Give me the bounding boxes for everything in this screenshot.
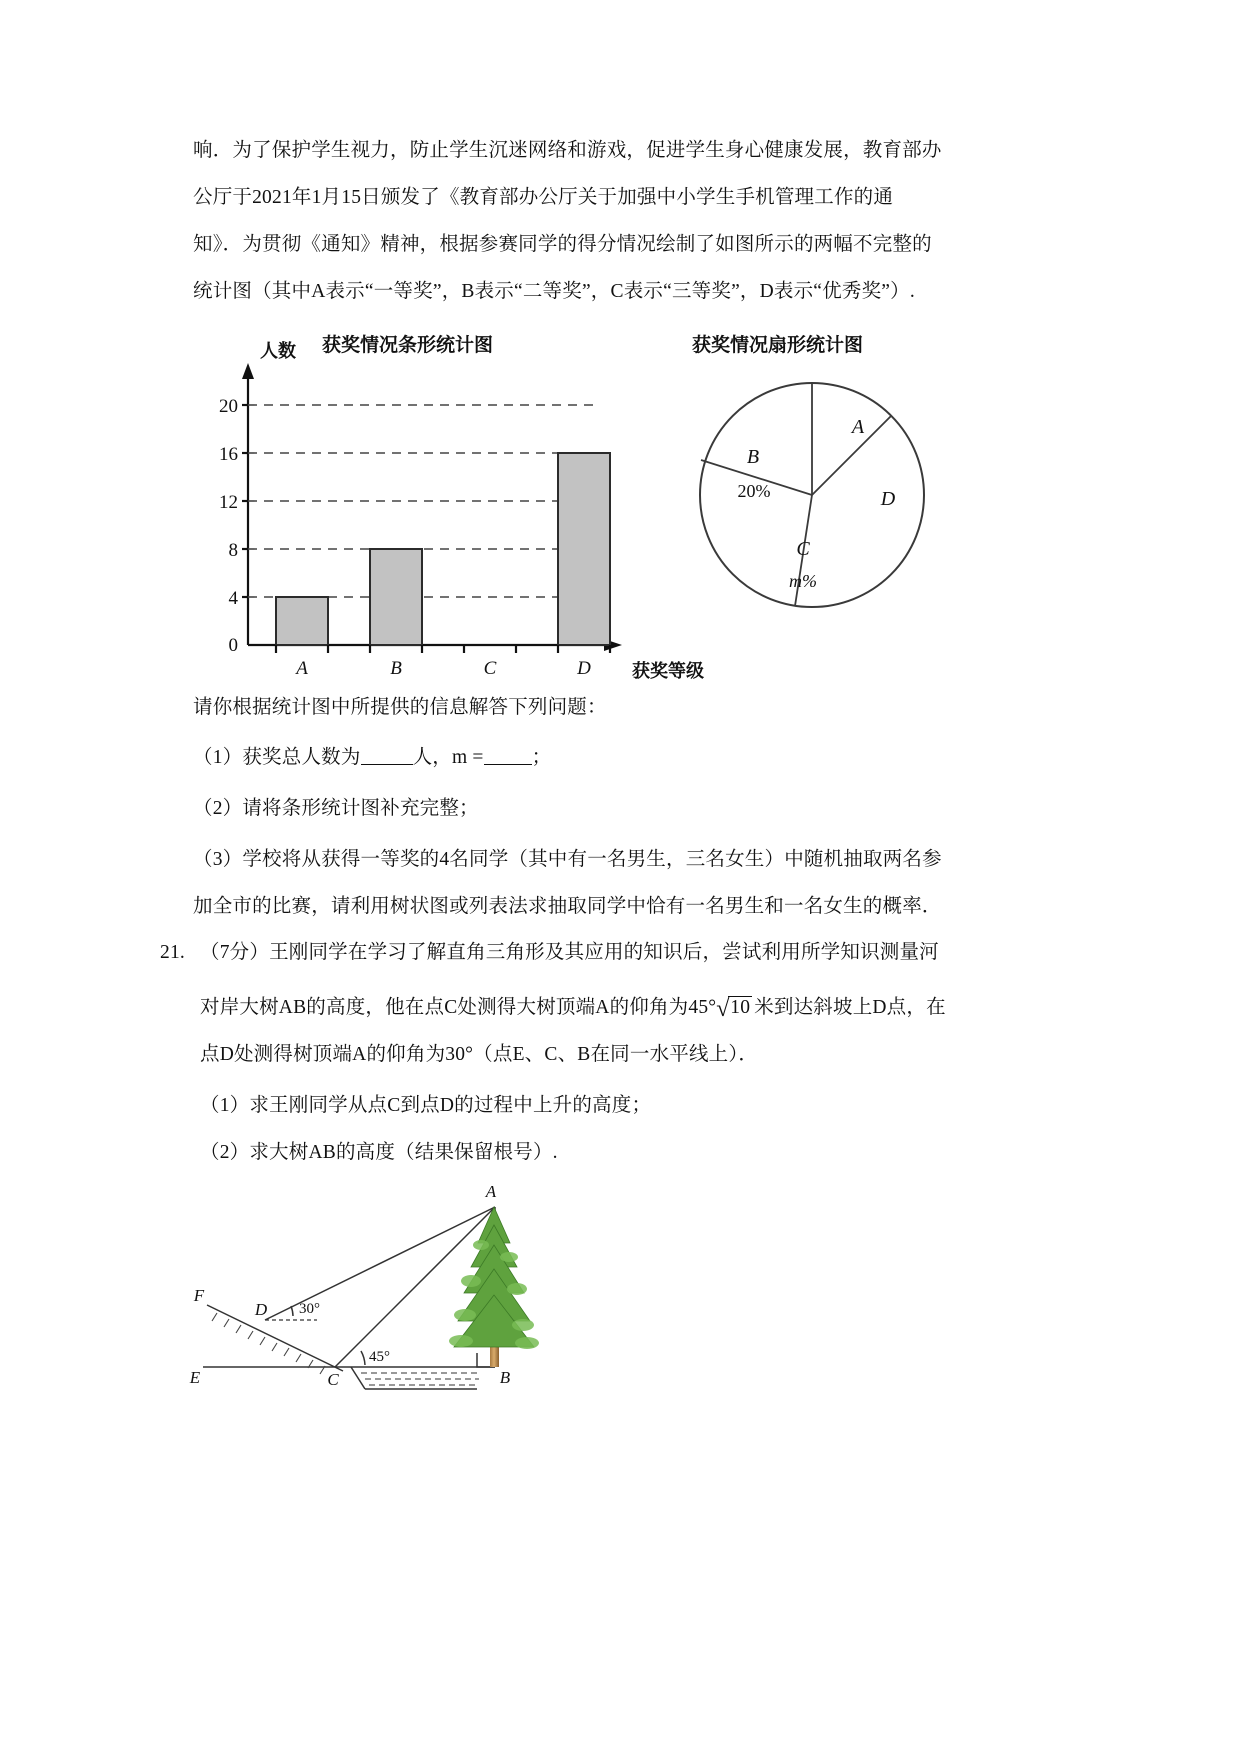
- body-line-2: 公厅于2021年1月15日颁发了《教育部办公厅关于加强中小学生手机管理工作的通: [193, 187, 894, 208]
- water-hatching: [351, 1367, 481, 1389]
- problem-21-sub-2: （2）求大树AB的高度（结果保留根号）.: [200, 1142, 558, 1163]
- problem-21-line2: [200, 995, 946, 1021]
- radicand: 10: [730, 997, 751, 1018]
- ytick-12: 12: [219, 492, 238, 513]
- problem-21-head: [200, 940, 939, 966]
- x-axis-label: 获奖等级: [632, 661, 704, 681]
- p21-l2b: 米到达斜坡上D点，在: [754, 997, 946, 1018]
- ytick-0: 0: [228, 635, 238, 656]
- y-axis-arrow: [242, 363, 254, 379]
- question-1: [193, 745, 551, 771]
- bar-A: [276, 597, 328, 645]
- pie-label-D: D: [880, 488, 896, 510]
- xtick-A: A: [296, 658, 308, 679]
- problem-21-number: 21.: [160, 942, 185, 963]
- radical-expression: √ 10: [716, 996, 751, 1022]
- pie-chart: [660, 355, 960, 655]
- xtick-B: B: [390, 658, 402, 679]
- xtick-D: D: [577, 658, 591, 679]
- xtick-C: C: [483, 658, 497, 679]
- q1-pre: （1）获奖总人数为: [193, 747, 361, 768]
- body-line-3: 知》．为贯彻《通知》精神，根据参赛同学的得分情况绘制了如图所示的两幅不完整的: [193, 234, 932, 255]
- angle-arc-C: [361, 1351, 365, 1365]
- slope-hatching: [212, 1313, 325, 1374]
- body-line-4: 统计图（其中A表示“一等奖”，B表示“二等奖”，C表示“三等奖”，D表示“优秀奖”）.: [193, 281, 915, 302]
- ytick-20: 20: [219, 396, 238, 417]
- y-axis-label: 人数: [260, 341, 296, 361]
- prompt-line: 请你根据统计图中所提供的信息解答下列问题：: [193, 697, 607, 718]
- problem-21-line1: 王刚同学在学习了解直角三角形及其应用的知识后，尝试利用所学知识测量河: [269, 942, 939, 963]
- q1-mid: 人，m =: [412, 747, 484, 768]
- question-3-line-2: 加全市的比赛，请利用树状图或列表法求抽取同学中恰有一名男生和一名女生的概率．: [193, 896, 942, 917]
- geo-label-B: B: [499, 1368, 511, 1387]
- question-3-line-1: （3）学校将从获得一等奖的4名同学（其中有一名男生，三名女生）中随机抽取两名参: [193, 849, 942, 870]
- angle-arc-D: [291, 1306, 293, 1316]
- geo-angle-C: 45°: [369, 1349, 390, 1365]
- ytick-4: 4: [228, 588, 238, 609]
- bar-B: [370, 549, 422, 645]
- pie-label-C: C: [796, 538, 810, 560]
- tree-illustration: [449, 1207, 539, 1367]
- geo-angle-D: 30°: [299, 1301, 320, 1317]
- pie-value-C: m%: [789, 571, 817, 591]
- geo-label-C: C: [327, 1370, 339, 1389]
- p21-l2a: 对岸大树AB的高度，他在点C处测得大树顶端A的仰角为45°: [200, 997, 717, 1018]
- pie-label-A: A: [851, 416, 865, 438]
- bar-chart-title: 获奖情况条形统计图: [322, 335, 494, 356]
- ytick-16: 16: [219, 444, 238, 465]
- q1-blank-m[interactable]: [484, 764, 532, 765]
- ytick-8: 8: [228, 540, 238, 561]
- bar-D: [558, 453, 610, 645]
- geometry-figure: [165, 1182, 725, 1415]
- geo-label-D: D: [254, 1300, 268, 1319]
- q1-post: ；: [531, 747, 552, 768]
- geo-label-E: E: [189, 1368, 201, 1387]
- geo-label-F: F: [193, 1286, 205, 1305]
- question-2: （2）请将条形统计图补充完整；: [193, 798, 479, 819]
- pie-value-B: 20%: [737, 481, 771, 501]
- geo-label-A: A: [485, 1182, 497, 1201]
- q1-blank-total[interactable]: [361, 764, 413, 765]
- problem-21-score: （7分）: [200, 942, 270, 963]
- problem-21-line3: 点D处测得树顶端A的仰角为30°（点E、C、B在同一水平线上）．: [200, 1044, 759, 1065]
- pie-label-B: B: [746, 446, 760, 468]
- problem-21-sub-1: （1）求王刚同学从点C到点D的过程中上升的高度；: [200, 1095, 652, 1116]
- pie-chart-title: 获奖情况扇形统计图: [692, 335, 864, 356]
- body-line-1: 响．为了保护学生视力，防止学生沉迷网络和游戏，促进学生身心健康发展，教育部办: [193, 140, 942, 161]
